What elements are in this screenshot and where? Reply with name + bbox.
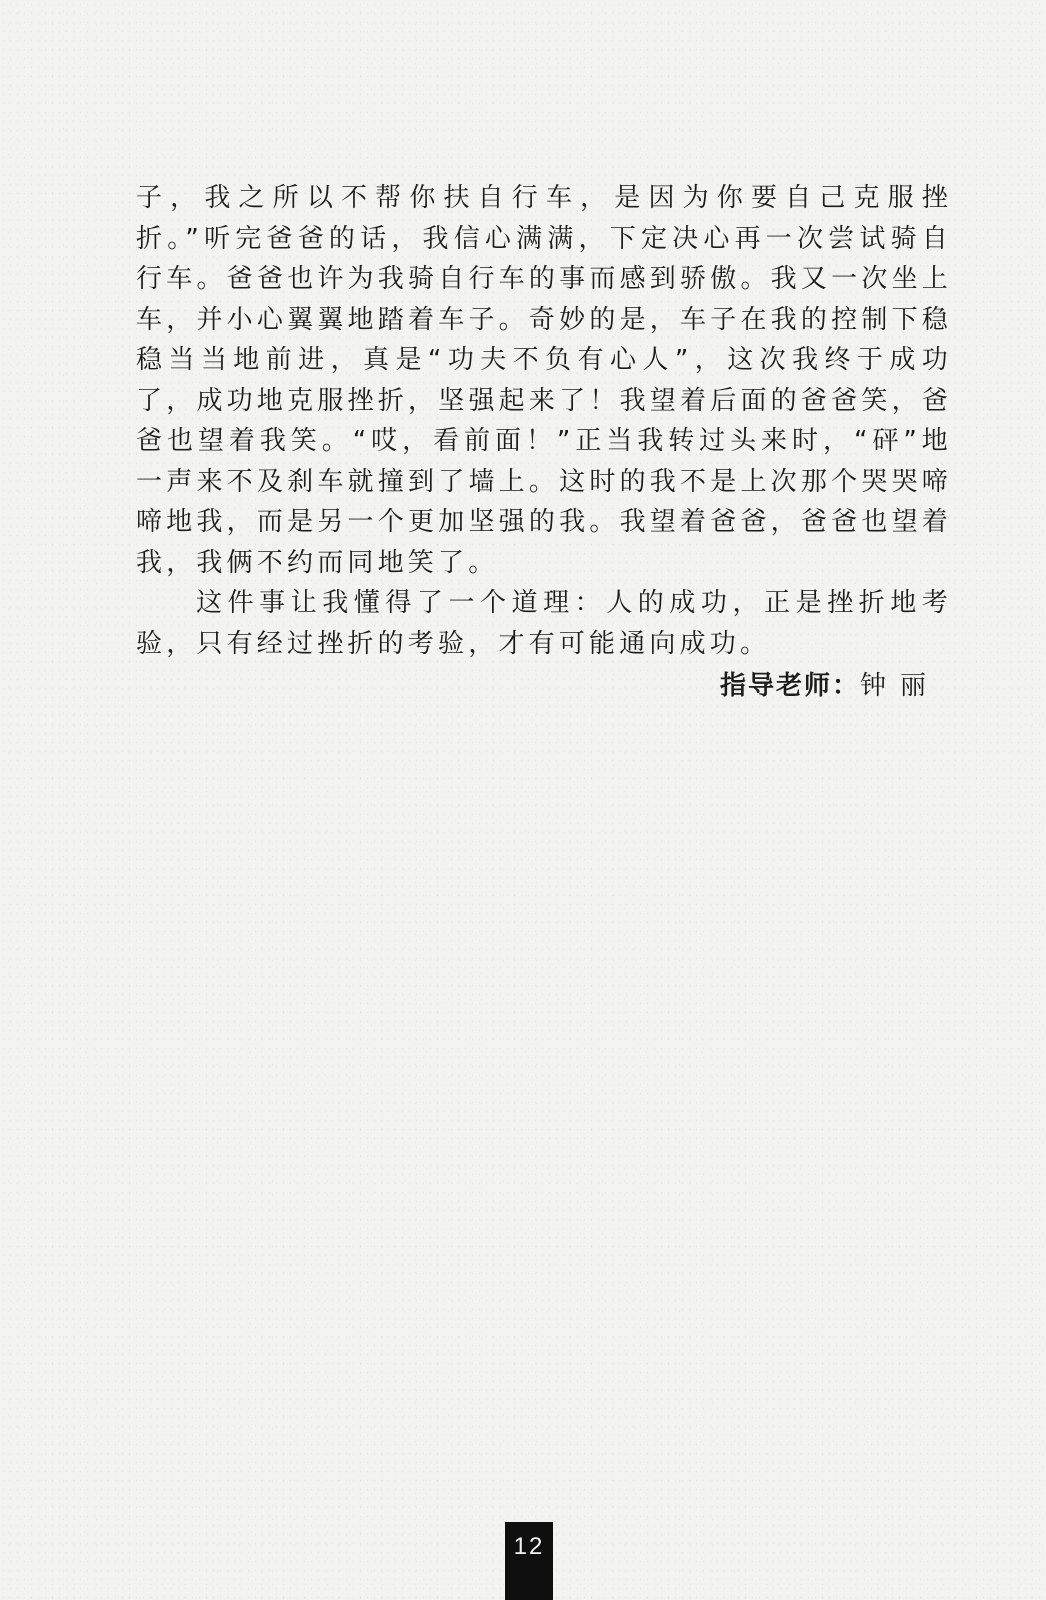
paragraph-conclusion: 这件事让我懂得了一个道理：人的成功，正是挫折地考验，只有经过挫折的考验，才有可能通向成功。	[136, 588, 952, 659]
teacher-signature	[720, 666, 940, 706]
essay-body	[136, 178, 952, 664]
page-number: 12	[505, 1522, 553, 1600]
signature-label: 指导老师：	[719, 671, 860, 701]
paragraph-continuation: 子，我之所以不帮你扶自行车，是因为你要自己克服挫折。”听完爸爸的话，我信心满满，下定决心再一次尝试骑自行车。爸爸也许为我骑自行车的事而感到骄傲。我又一次坐上车，并小心翼翼地踏着车子。奇妙的是，车子在我的控制下稳稳当当地前进，真是“功夫不负有心人”，这次我终于成功了，成功地克服挫折，坚强起来了！我望着后面的爸爸笑，爸爸也望着我笑。“哎，看前面！”正当我转过头来时，“砰”地一声来不及刹车就撞到了墙上。这时的我不是上次那个哭哭啼啼地我，而是另一个更加坚强的我。我望着爸爸，爸爸也望着我，我俩不约而同地笑了。	[136, 183, 952, 578]
signature-name: 钟丽	[859, 671, 940, 701]
